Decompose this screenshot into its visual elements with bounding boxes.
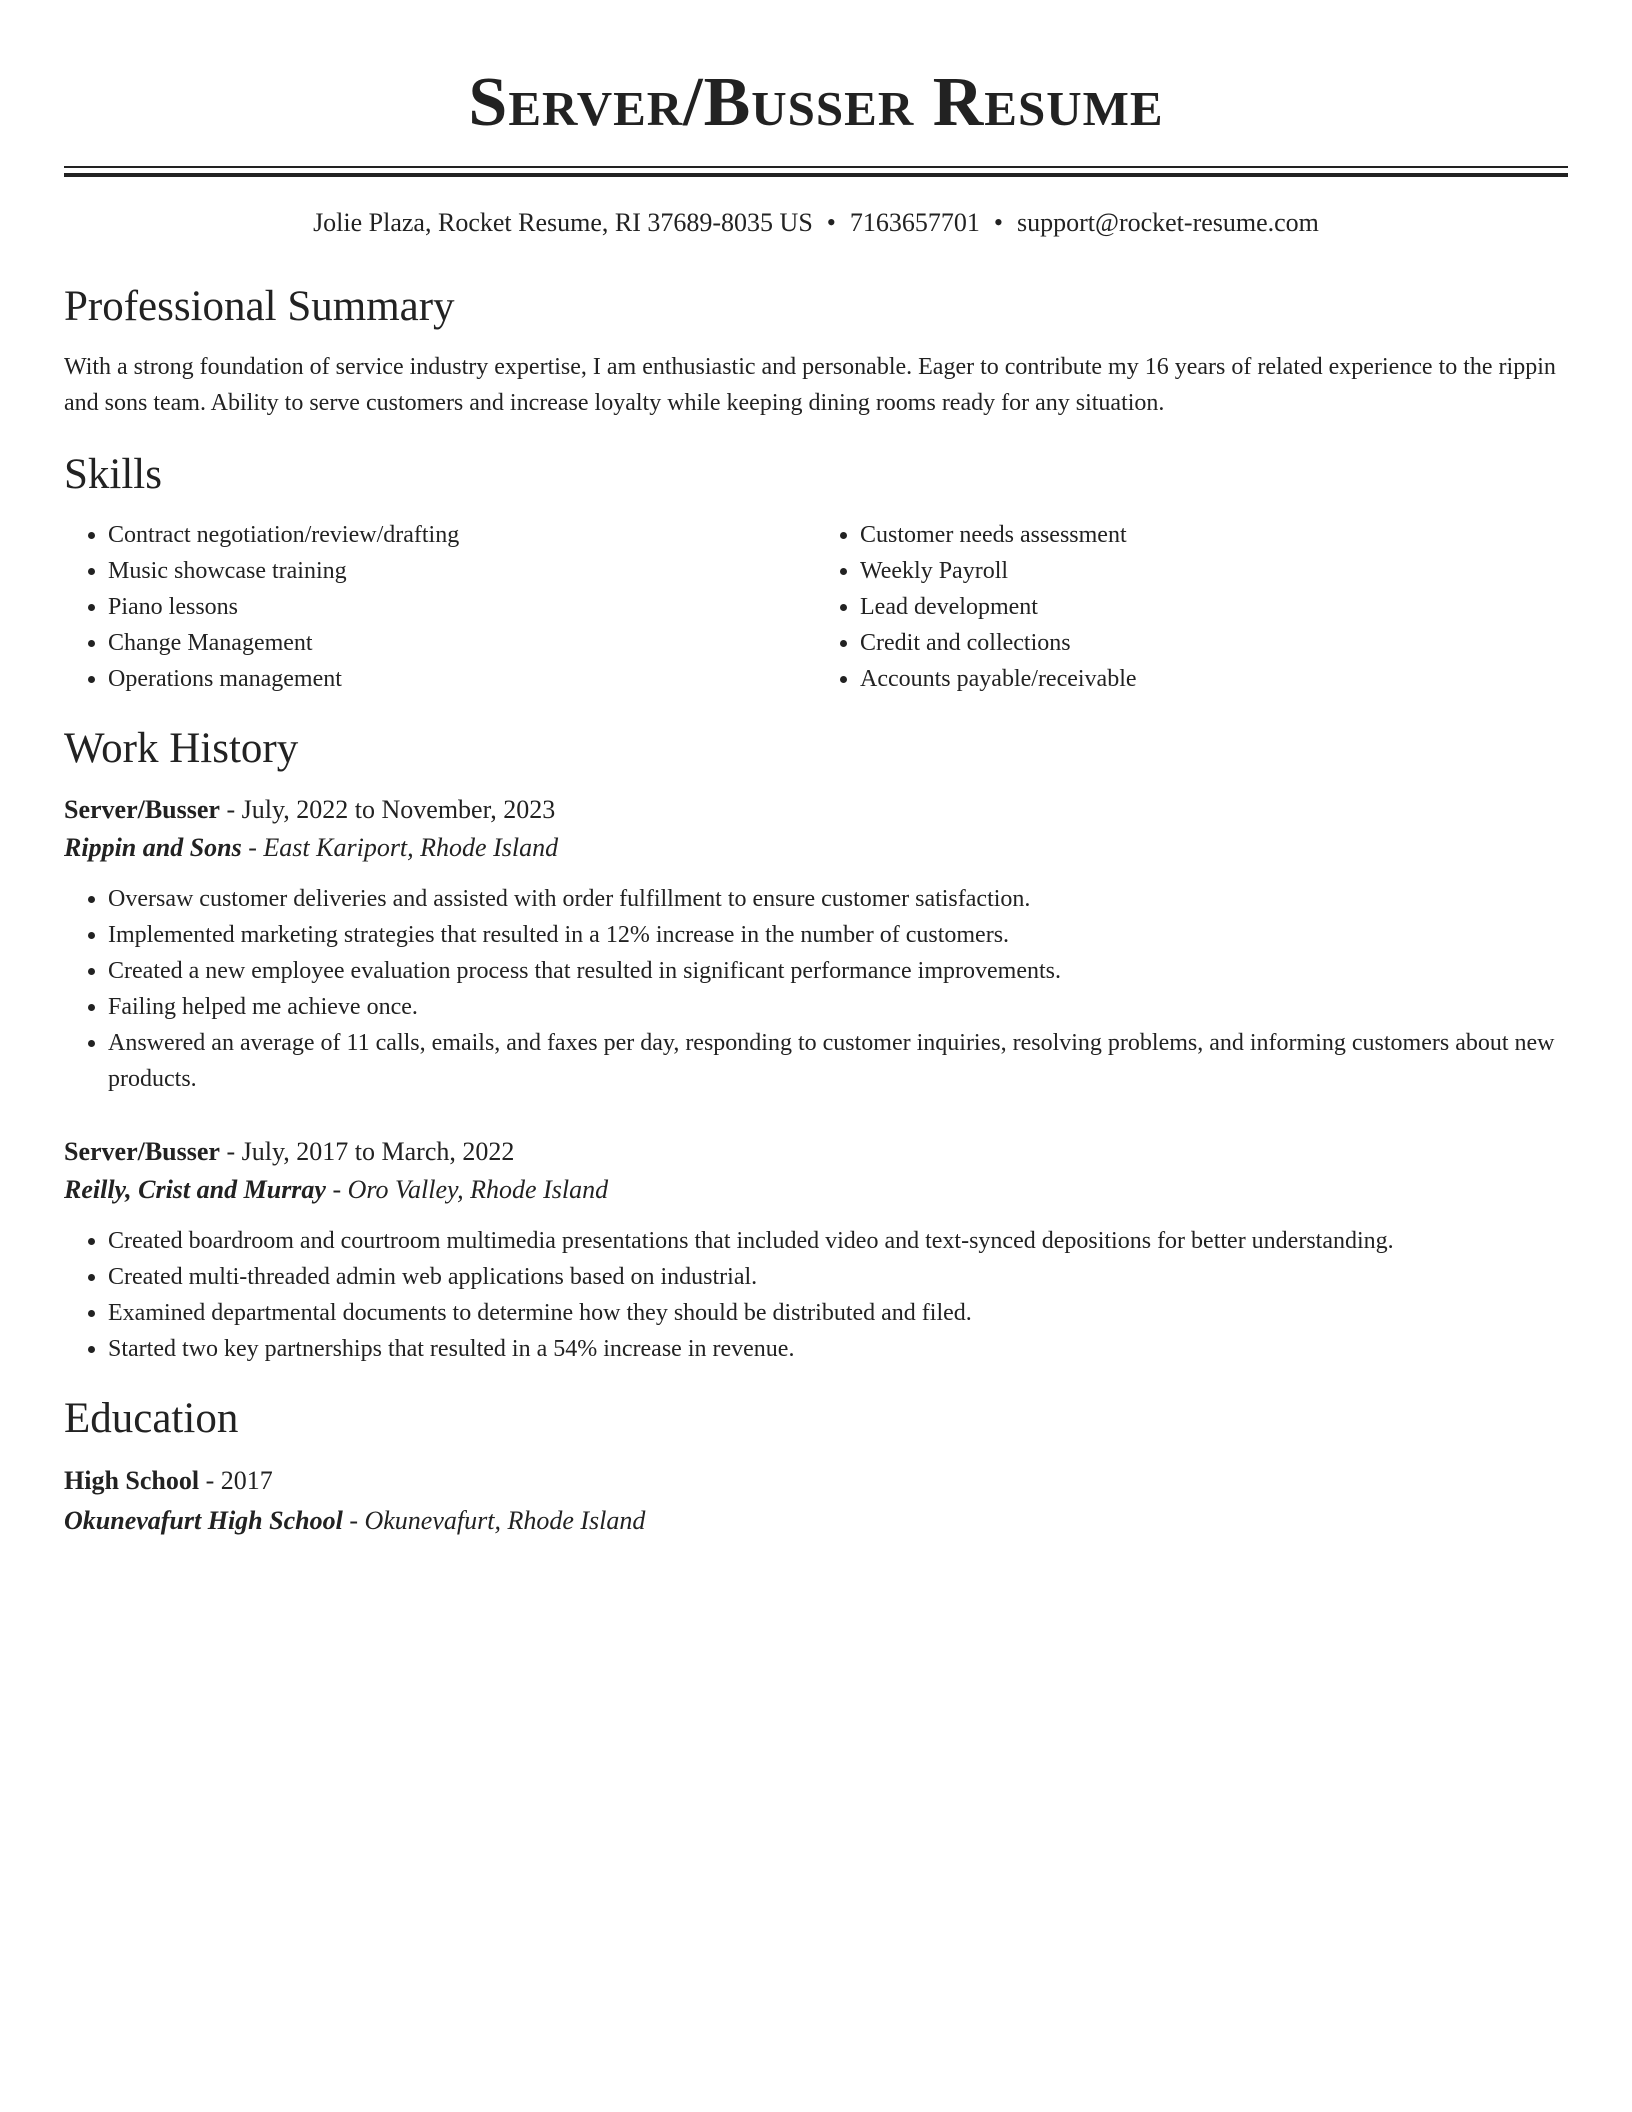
job-title: Server/Busser — [64, 1137, 220, 1166]
contact-line — [64, 205, 1568, 241]
skill-item: • Customer needs assessment — [860, 517, 1568, 553]
job-title: Server/Busser — [64, 795, 220, 824]
job-bullets — [64, 1223, 1568, 1367]
job-title-line — [64, 1133, 1568, 1171]
education-entry — [64, 1461, 1568, 1541]
skill-item: • Piano lessons — [108, 589, 816, 625]
job-bullet: • Created multi-threaded admin web applications based on industrial. — [108, 1259, 1568, 1295]
skill-item: • Operations management — [108, 661, 816, 697]
job-bullet: • Examined departmental documents to determine how they should be distributed and filed. — [108, 1295, 1568, 1331]
skill-item: • Lead development — [860, 589, 1568, 625]
education-year: - 2017 — [199, 1466, 273, 1495]
company-line — [64, 829, 1568, 867]
job-entry — [64, 791, 1568, 1097]
skills-list-left — [64, 517, 816, 697]
job-title-line — [64, 791, 1568, 829]
degree: High School — [64, 1466, 200, 1495]
school-name: Okunevafurt High School — [64, 1506, 343, 1535]
skill-item: • Weekly Payroll — [860, 553, 1568, 589]
job-bullet: • Started two key partnerships that resulted in a 54% increase in revenue. — [108, 1331, 1568, 1367]
skill-item: • Accounts payable/receivable — [860, 661, 1568, 697]
company-line — [64, 1171, 1568, 1209]
contact-address: Jolie Plaza, Rocket Resume, RI 37689-8035 US — [313, 208, 813, 237]
skill-item: • Change Management — [108, 625, 816, 661]
job-bullet: • Implemented marketing strategies that resulted in a 12% increase in the number of customers. — [108, 917, 1568, 953]
school-line — [64, 1501, 1568, 1541]
summary-text: With a strong foundation of service industry expertise, I am enthusiastic and personable. Eager to contribute my 16 years of related experience to the rippin and sons team. Ability to serve customers and increase loyalty while keeping dining rooms ready for any situation. — [64, 354, 1556, 416]
skills-heading: Skills — [64, 451, 162, 498]
company-location: - East Kariport, Rhode Island — [241, 833, 559, 862]
skill-item: • Music showcase training — [108, 553, 816, 589]
title-divider-thin — [64, 166, 1568, 168]
contact-email: support@rocket-resume.com — [1017, 208, 1319, 237]
skill-item: • Contract negotiation/review/drafting — [108, 517, 816, 553]
job-bullet: • Oversaw customer deliveries and assisted with order fulfillment to ensure customer satisfaction. — [108, 881, 1568, 917]
contact-separator: • — [826, 208, 836, 237]
skills-column-left — [64, 517, 816, 697]
skills-column-right — [816, 517, 1568, 697]
work-history-heading: Work History — [64, 725, 299, 772]
contact-phone: 7163657701 — [849, 208, 980, 237]
company-name: Reilly, Crist and Murray — [64, 1175, 326, 1204]
skills-grid — [64, 517, 1568, 697]
skill-item: • Credit and collections — [860, 625, 1568, 661]
job-dates: - July, 2022 to November, 2023 — [219, 795, 556, 824]
job-entry — [64, 1133, 1568, 1367]
title-divider-thick — [64, 173, 1568, 177]
job-bullet: • Created a new employee evaluation process that resulted in significant performance improvements. — [108, 953, 1568, 989]
job-bullet: • Answered an average of 11 calls, emails, and faxes per day, responding to customer inquiries, resolving problems, and informing customers about new products. — [108, 1025, 1568, 1097]
job-bullet: • Failing helped me achieve once. — [108, 989, 1568, 1025]
contact-separator: • — [993, 208, 1003, 237]
job-dates: - July, 2017 to March, 2022 — [219, 1137, 515, 1166]
company-location: - Oro Valley, Rhode Island — [325, 1175, 609, 1204]
job-bullets — [64, 881, 1568, 1097]
resume-title: Server/Busser Resume — [468, 64, 1164, 141]
summary-heading: Professional Summary — [64, 283, 455, 330]
school-location: - Okunevafurt, Rhode Island — [342, 1506, 646, 1535]
education-heading: Education — [64, 1395, 239, 1442]
skills-list-right — [816, 517, 1568, 697]
company-name: Rippin and Sons — [64, 833, 242, 862]
degree-line — [64, 1461, 1568, 1501]
job-bullet: • Created boardroom and courtroom multimedia presentations that included video and text-synced depositions for better understanding. — [108, 1223, 1568, 1259]
